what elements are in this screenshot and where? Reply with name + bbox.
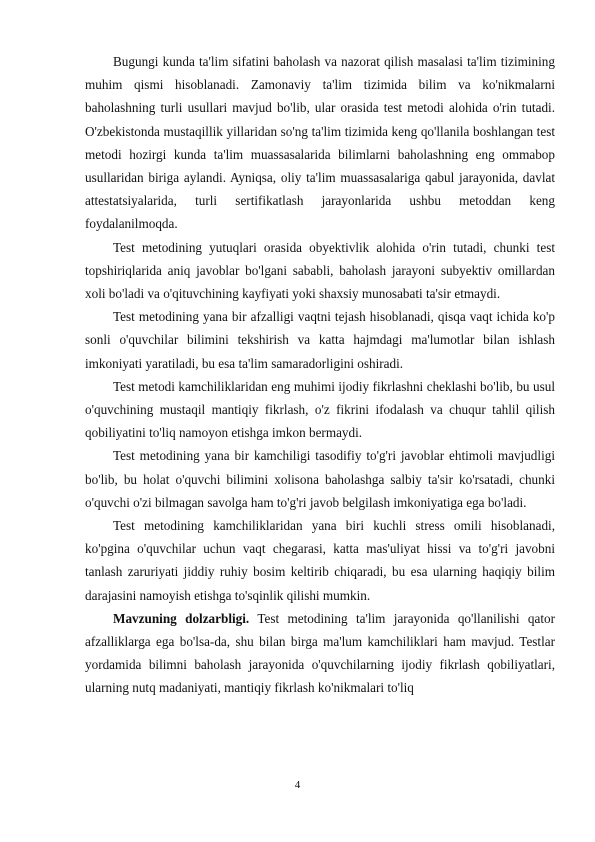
paragraph-creative-thinking: [85, 375, 555, 445]
paragraph-random-answers: [85, 444, 555, 514]
paragraph-time-saving: [85, 305, 555, 375]
paragraph-text: Test metodining kamchiliklaridan yana biri kuchli stress omili hisoblanadi, ko'pgina o'quvchilar uchun vaqt chegarasi, katta mas'uliyat hissi va to'g'ri javobni tanlash zaruriyati jiddiy ruhiy bosim keltirib chiqaradi, bu esa ularning haqiqiy bilim darajasini namoyish etishga to'sqinlik qilishi mumkin.: [85, 518, 555, 603]
paragraph-stress: [85, 514, 555, 607]
paragraph-text: Test metodining ta'lim jarayonida qo'llanilishi qator afzalliklarga ega bo'lsa-da, shu bilan birga ma'lum kamchiliklari ham mavjud. Testlar yordamida bilimni baholash jarayonida o'quvchilarning ijodiy fikrlash qobiliyatlari, ularning nutq madaniyati, mantiqiy fikrlash ko'nikmalari to'liq: [85, 610, 555, 696]
paragraph-text: Test metodi kamchiliklaridan eng muhimi ijodiy fikrlashni cheklashi bo'lib, bu usul o'quvchining mustaqil mantiqiy fikrlash, o'z fikrini ifodalash va chuqur tahlil qilish qobiliyatini to'liq namoyon etishga imkon bermaydi.: [85, 378, 555, 441]
paragraph-objectivity: [85, 236, 555, 306]
paragraph-text: Test metodining yana bir afzalligi vaqtni tejash hisoblanadi, qisqa vaqt ichida ko'p sonli o'quvchilar bilimini tekshirish va katta hajmdagi ma'lumotlar bilan ishlash imkoniyati yaratiladi, bu esa ta'lim samaradorligini oshiradi.: [85, 309, 555, 371]
paragraph-relevance: [85, 607, 555, 700]
paragraph-text: Test metodining yana bir kamchiligi tasodifiy to'g'ri javoblar ehtimoli mavjudligi bo'lib, bu holat o'quvchi bilimini xolisona baholashga salbiy ta'sir ko'rsatadi, chunki o'quvchi o'zi bilmagan savolga ham to'g'ri javob belgilash imkoniyatiga ega bo'ladi.: [85, 448, 555, 510]
paragraph-text: Test metodining yutuqlari orasida obyektivlik alohida o'rin tutadi, chunki test topshiriqlarida aniq javoblar bo'lgani sababli, baholash jarayoni subyektiv omillardan xoli bo'ladi va o'qituvchining kayfiyati yoki shaxsiy munosabati ta'sir etmaydi.: [85, 239, 555, 302]
document-body: [85, 50, 555, 700]
paragraph-text: Bugungi kunda ta'lim sifatini baholash va nazorat qilish masalasi ta'lim tizimining muhim qismi hisoblanadi. Zamonaviy ta'lim tizimida bilim va ko'nikmalarni baholashning turli usullari mavjud bo'lib, ular orasida test metodi alohida o'rin tutadi. O'zbekistonda mustaqillik yillaridan so'ng ta'lim tizimida keng qo'llanila boshlangan test metodi hozirgi kunda ta'lim muassasalarida bilimlarni baholashning eng ommabop usullaridan biriga aylandi. Ayniqsa, oliy ta'lim muassasalariga qabul jarayonida, davlat attestatsiyalarida, turli sertifikatlash jarayonlarida ushbu metoddan keng foydalanilmoqda.: [85, 54, 555, 232]
section-heading: Mavzuning dolzarbligi.: [113, 610, 250, 626]
page-number: 4: [294, 779, 301, 791]
paragraph-intro: [85, 50, 555, 236]
